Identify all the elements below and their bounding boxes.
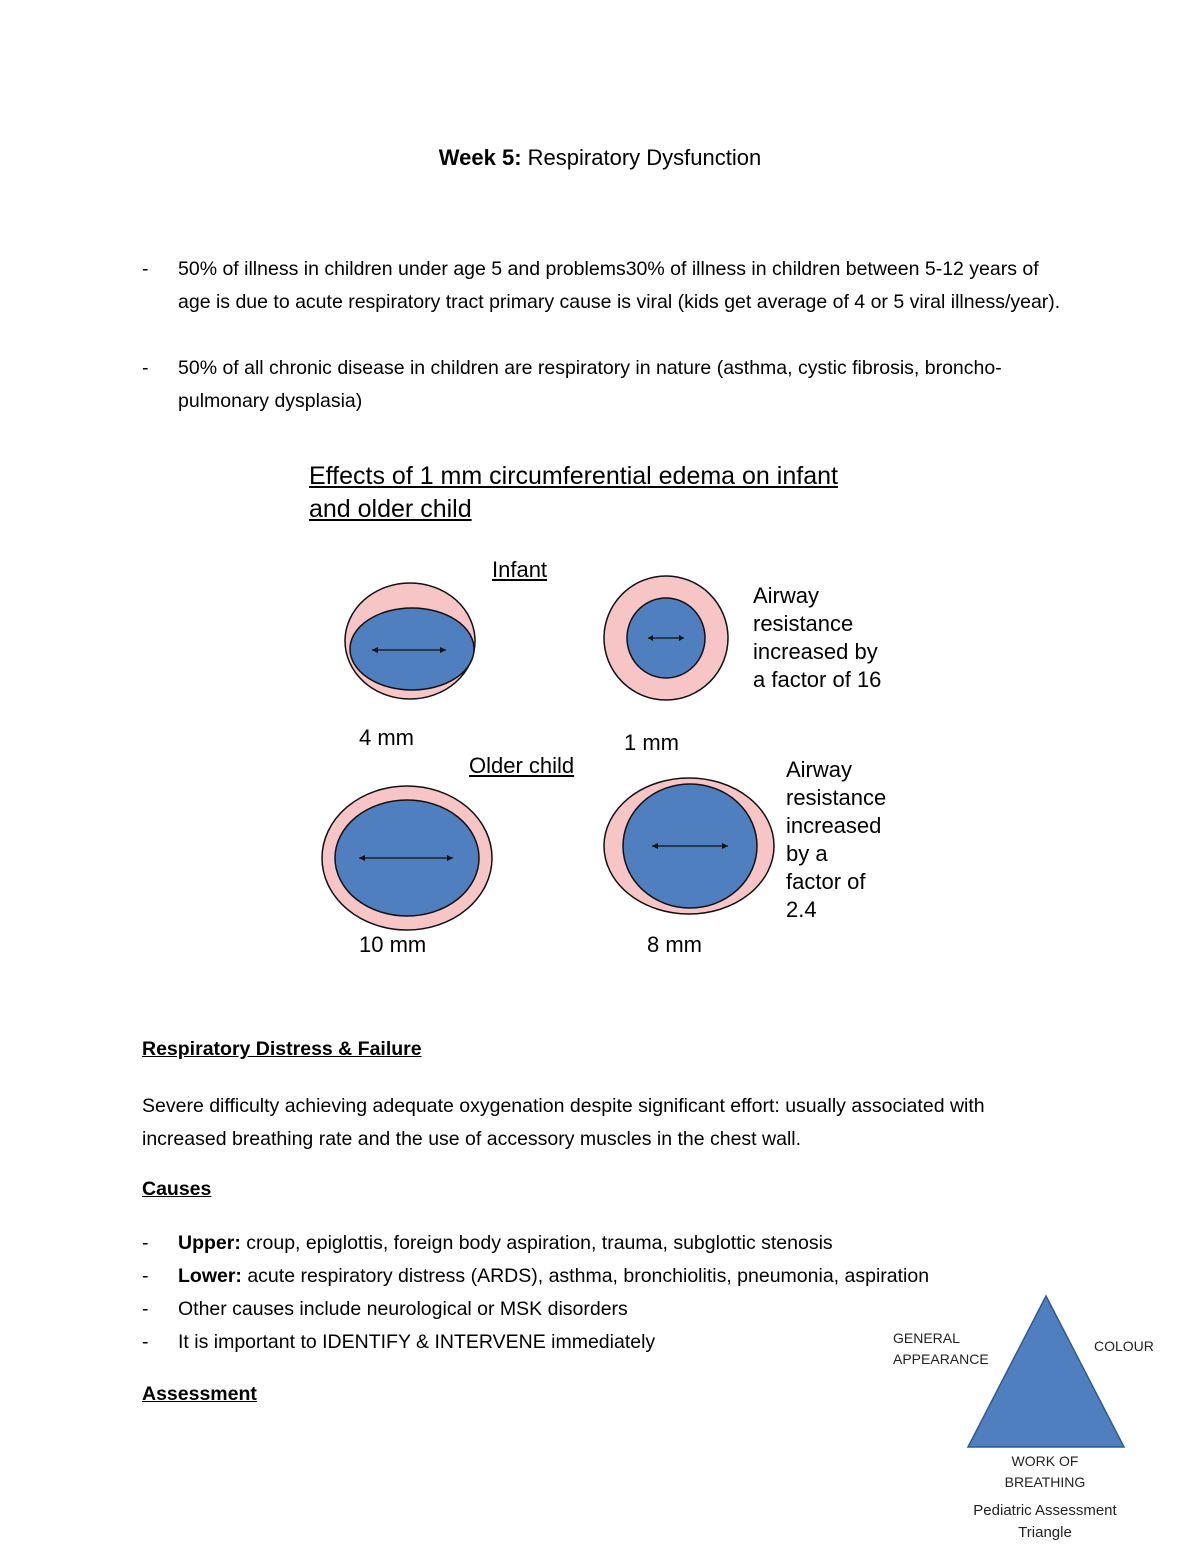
infant-label: Infant (492, 557, 548, 582)
figure-title: Effects of 1 mm circumferential edema on infant and older child (309, 462, 838, 523)
triangle-caption: Pediatric Assessment Triangle (973, 1502, 1117, 1541)
cause-item-other: - Other causes include neurological or MSK disorders (142, 1298, 628, 1320)
cause-item-identify: - It is important to IDENTIFY & INTERVENE immediately (142, 1331, 656, 1353)
infant-normal-airway (345, 583, 475, 699)
title-topic: Respiratory Dysfunction (521, 145, 762, 170)
infant-edema-airway (604, 576, 728, 700)
infant-resistance-note: Airway resistance increased by a factor of 16 (753, 583, 882, 692)
triangle-work-of-breathing: WORK OF BREATHING (1004, 1453, 1086, 1490)
older-edema-size: 8 mm (647, 932, 702, 957)
cause-item-lower: - Lower: acute respiratory distress (ARDS), asthma, bronchiolitis, pneumonia, aspiration (142, 1265, 930, 1287)
cause-item-upper: - Upper: croup, epiglottis, foreign body aspiration, trauma, subglottic stenosis (142, 1232, 833, 1254)
assessment-triangle (960, 1290, 1130, 1452)
older-edema-airway (604, 778, 774, 914)
intro-bullet-text: 50% of all chronic disease in children are respiratory in nature (asthma, cystic fibrosis, broncho-pulmonary dysplasia) (178, 357, 1002, 412)
intro-bullet-1: - 50% of illness in children under age 5 and problems30% of illness in children between 5-12 years of age is due to acute respiratory tract primary cause is viral (kids get average of 4 or 5 viral illness/year). (142, 253, 1062, 353)
title-week: Week 5: (438, 145, 522, 170)
intro-bullet-2: - 50% of all chronic disease in children are respiratory in nature (asthma, cystic fibrosis, broncho-pulmonary dysplasia) (142, 352, 1062, 418)
section-heading: Respiratory Distress & Failure (142, 1038, 422, 1060)
intro-bullet-text: 50% of illness in children under age 5 and problems30% of illness in children between 5-12 years of age is due to acute respiratory tract primary cause is viral (kids get average of 4 or 5 viral illness/year). (178, 258, 1061, 313)
older-child-label: Older child (469, 753, 575, 778)
infant-normal-size: 4 mm (359, 725, 414, 750)
triangle-general-appearance: GENERAL APPEARANCE (893, 1330, 989, 1367)
triangle-colour: COLOUR (1094, 1338, 1154, 1354)
causes-heading: Causes (142, 1178, 212, 1200)
older-resistance-note: Airway resistance increased by a factor of 2.4 (786, 757, 887, 922)
older-normal-size: 10 mm (359, 932, 427, 957)
older-normal-airway (322, 786, 492, 930)
infant-edema-size: 1 mm (624, 730, 679, 755)
section-paragraph: Severe difficulty achieving adequate oxygenation despite significant effort: usually associated with increased breathing rate and the use of accessory muscles in the chest wall. (142, 1095, 985, 1150)
assessment-heading: Assessment (142, 1383, 257, 1405)
